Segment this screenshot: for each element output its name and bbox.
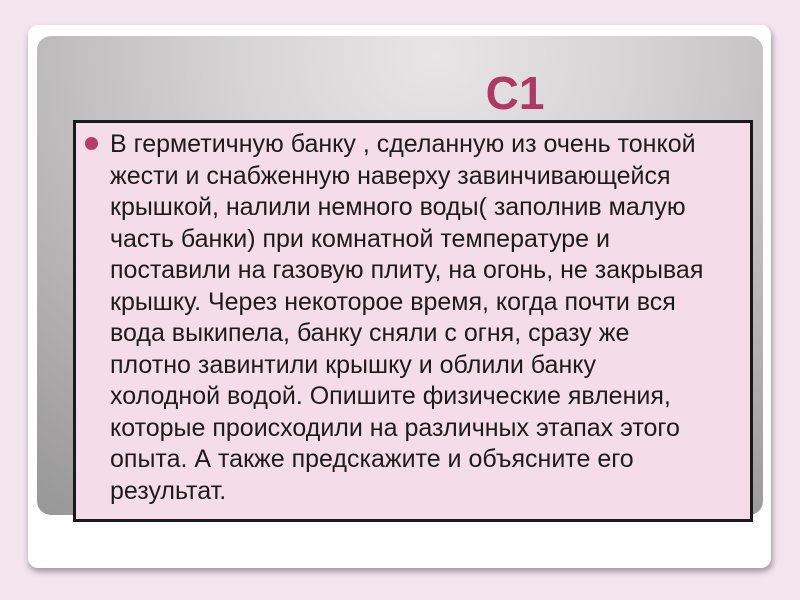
text-line: которые происходили на различных этапах этого (110, 413, 680, 442)
text-line: холодной водой. Опишите физические явления, (110, 382, 671, 410)
text-line: жести и снабженную наверху завинчивающейся (110, 161, 671, 190)
text-line: опыта. А также предскажите и объясните его (110, 445, 634, 473)
text-line: вода выкипела, банку сняли с огня, сразу же (110, 319, 630, 347)
text-line: результат. (110, 476, 227, 505)
question-text (110, 129, 703, 507)
text-line: В герметичную банку , сделанную из очень тонкой (110, 130, 696, 158)
text-line: крышкой, налили немного воды( заполнив малую (110, 193, 686, 221)
slide-frame (28, 25, 771, 568)
slide-title: C1 (485, 67, 545, 119)
text-line: плотно завинтили крышку и облили банку (110, 350, 596, 379)
text-line: крышку. Через некоторое время, когда почти вся (110, 287, 676, 316)
question-text-box (73, 120, 753, 522)
list-item (76, 123, 750, 507)
bullet-icon (85, 137, 98, 150)
text-line: часть банки) при комнатной температуре и (110, 224, 610, 253)
text-line: поставили на газовую плиту, на огонь, не закрывая (110, 256, 704, 284)
